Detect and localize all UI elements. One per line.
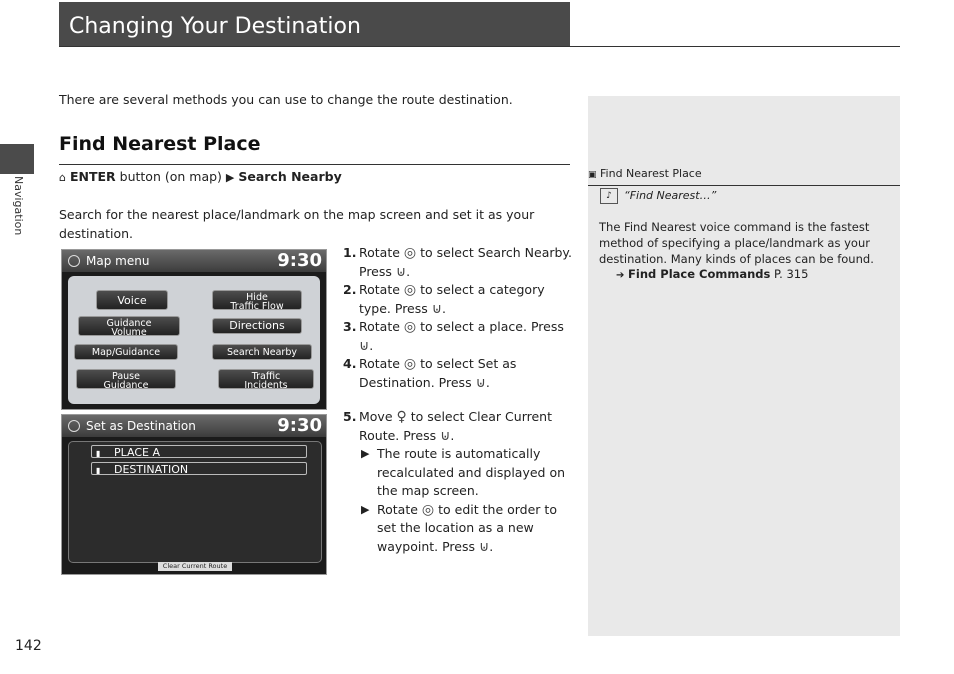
sidebar-heading-text: Find Nearest Place [600,167,702,180]
interface-dial-icon: ◎ [403,356,417,372]
step-3 [343,318,573,355]
reference-icon: ▣ [588,170,597,180]
sidebar-rule [588,185,900,186]
step-text: . Press [359,245,573,279]
press-icon: ⊍ [440,427,451,444]
screen-title: Set as Destination [86,419,196,433]
step-2 [343,281,573,318]
side-tab [0,144,34,174]
press-icon: ⊍ [431,300,442,317]
path-end: Search Nearby [238,169,342,184]
intro-text: There are several methods you can use to change the route destination. [59,92,513,107]
title-rule [59,46,900,47]
arrow-icon: ▶ [361,447,370,460]
press-icon: ⊍ [395,263,407,280]
link-arrow-icon: ➔ [616,270,625,281]
path-enter: ENTER [69,169,116,184]
link-label: Find Place Commands [628,267,771,281]
page-number: 142 [15,638,42,654]
step-text: to select [406,409,469,424]
step-text: . Press [395,427,441,443]
step-text: . [369,337,374,353]
traffic-incidents-button[interactable]: Traffic Incidents [218,369,314,389]
clear-current-route-button[interactable]: Clear Current Route [158,562,232,571]
step-text: . [442,300,446,316]
press-icon: ⊍ [479,538,490,555]
path-mid: button (on map) [115,169,226,184]
map-guidance-button[interactable]: Map/Guidance [74,344,178,360]
map-menu-screen [61,249,327,410]
side-tab-label: Navigation [12,176,25,236]
section-rule [59,164,570,165]
step-text: . Press [430,374,476,390]
clock: 9:30 [277,250,322,271]
step-list [343,244,573,556]
step-text: . [450,427,455,443]
step-target: Set as Destination [359,356,517,390]
joystick-icon: ♀ [396,409,407,425]
step-text: . [485,374,490,390]
step-number: 3. [343,319,357,334]
step-text: to select a category type. Press [359,282,545,316]
step-number: 5. [343,409,357,424]
interface-dial-icon: ◎ [403,282,417,298]
row-label: PLACE A [114,446,160,459]
back-icon[interactable] [68,420,80,432]
voice-button[interactable]: Voice [96,290,168,310]
sidebar-heading [588,167,702,180]
section-description: Search for the nearest place/landmark on the map screen and set it as your destination. [59,207,535,241]
step-text: Rotate [359,319,404,334]
step-1 [343,244,573,281]
step-text: to select [416,245,478,260]
step-text: Rotate [359,356,404,371]
note-text: to edit the order to set the location as a new waypoint. Press [377,501,557,554]
press-icon: ⊍ [359,337,370,354]
step-text: to select [416,356,478,371]
destination-icon: ▮ [96,466,101,475]
step-target: Clear Current Route [359,409,552,443]
interface-dial-icon: ◎ [403,319,417,335]
step-5 [343,408,573,556]
note-text: The route is automatically recalculated and displayed on the map screen. [377,446,566,498]
destination-row-place-a[interactable] [91,445,307,458]
home-icon: ⌂ [59,171,66,184]
step-text: Rotate [359,282,404,297]
title-bar [59,2,570,46]
waypoint-icon: ▮ [96,449,101,458]
arrow-icon: ▶ [361,502,370,516]
screen-title: Map menu [86,254,150,268]
page-title: Changing Your Destination [69,14,361,39]
talk-icon: ♪ [600,188,618,204]
step-5-note-2: ▶ Rotate ◎ to edit the order to set the location as a new waypoint. Press ⊍. [361,501,557,555]
set-destination-screen [61,414,327,575]
sidebar-text: The Find Nearest voice command is the fastest method of specifying a place/landmark as your destination. Many kinds of places can be found. [599,220,874,266]
search-nearby-button[interactable]: Search Nearby [212,344,312,360]
cross-reference-link[interactable] [616,267,808,281]
step-number: 4. [343,356,357,371]
step-text: to select a place. Press [416,319,564,334]
back-icon[interactable] [68,255,80,267]
step-number: 2. [343,282,357,297]
directions-button[interactable]: Directions [212,318,302,334]
section-heading: Find Nearest Place [59,133,261,155]
step-text: . [406,263,411,279]
step-4 [343,355,573,392]
press-icon: ⊍ [475,374,486,391]
step-5-note-1 [359,445,573,501]
interface-dial-icon: ◎ [403,245,417,261]
voice-command [600,188,716,204]
interface-dial-icon: ◎ [421,501,435,518]
step-text: Move [359,409,397,424]
destination-list [68,441,322,563]
arrow-icon: ▶ [225,171,235,184]
pause-guidance-button[interactable]: Pause Guidance [76,369,176,389]
step-text: Rotate [359,245,404,260]
step-number: 1. [343,245,357,260]
clock: 9:30 [277,415,322,436]
row-label: DESTINATION [114,463,189,476]
menu-path [59,169,342,184]
screen-header [62,250,326,272]
destination-row-destination[interactable] [91,462,307,475]
voice-command-text: “Find Nearest…” [624,189,717,202]
note-text: Rotate [377,501,418,517]
hide-traffic-flow-button[interactable]: Hide Traffic Flow [212,290,302,310]
screen-header [62,415,326,437]
guidance-volume-button[interactable]: Guidance Volume [78,316,180,336]
step-target: Search Nearby [477,245,569,260]
link-page: P. 315 [770,267,809,281]
